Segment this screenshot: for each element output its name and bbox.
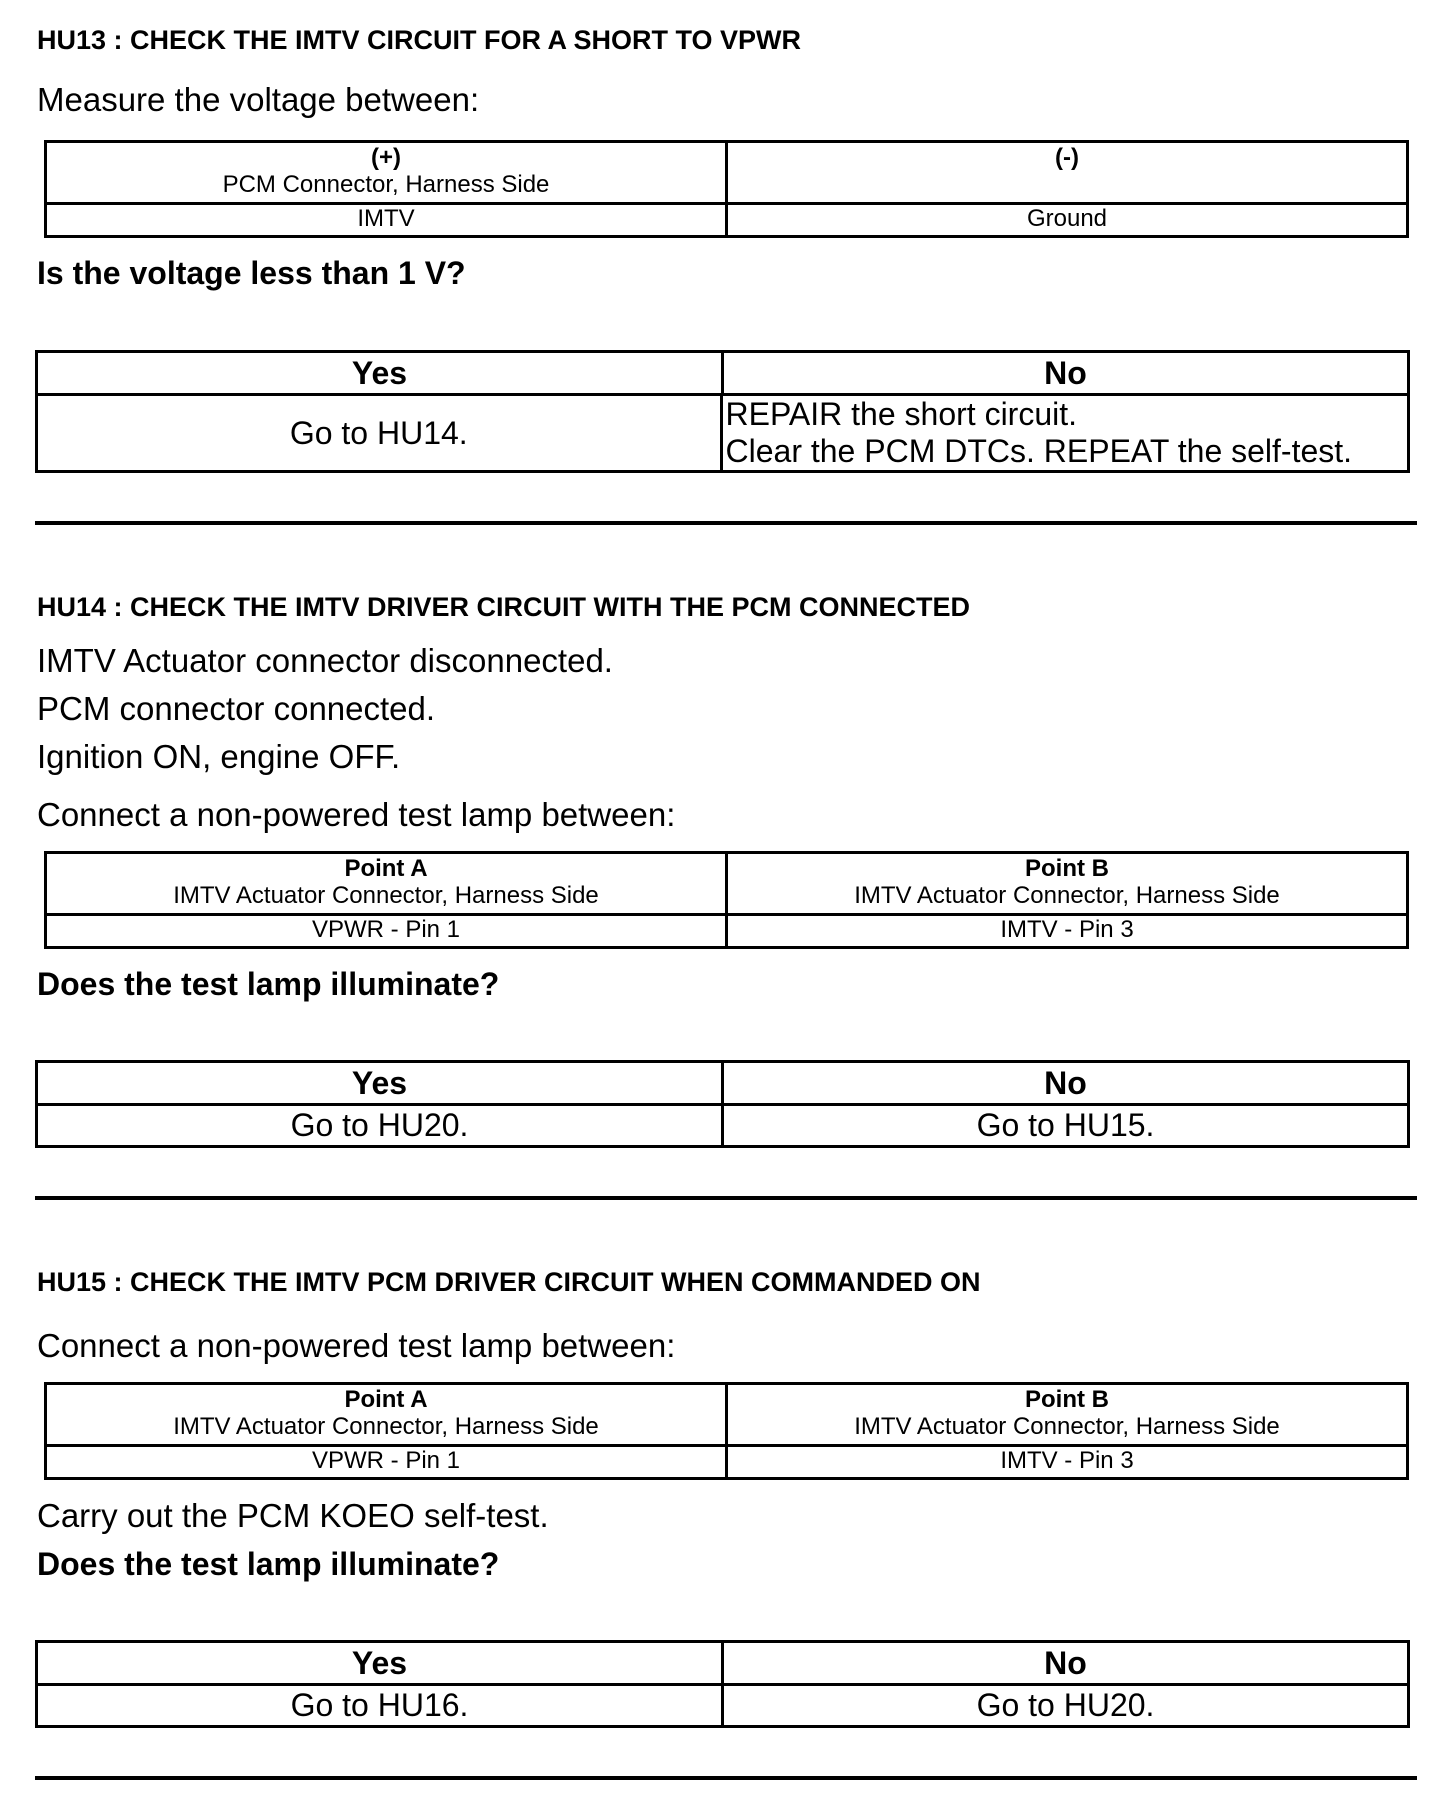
table-row	[47, 1385, 1406, 1444]
hu15-point-a-label: Point A	[344, 1386, 428, 1413]
no-header: No	[721, 1063, 1407, 1103]
table-row	[38, 1063, 1407, 1103]
hu15-instruction: Connect a non-powered test lamp between:	[37, 1327, 676, 1364]
hu15-question: Does the test lamp illuminate?	[37, 1546, 500, 1582]
hu15-point-a-sublabel: IMTV Actuator Connector, Harness Side	[173, 1413, 599, 1440]
hu14-instruction: Connect a non-powered test lamp between:	[37, 796, 676, 833]
table-row	[47, 854, 1406, 913]
hu13-instruction: Measure the voltage between:	[37, 81, 480, 118]
hu14-answer-table	[35, 1060, 1410, 1148]
hu13-plus-sublabel: PCM Connector, Harness Side	[222, 171, 550, 198]
table-row	[38, 393, 1407, 470]
yes-header: Yes	[351, 355, 408, 391]
hu15-measure-table	[44, 1382, 1409, 1480]
table-row	[38, 1683, 1407, 1725]
hu13-no-line-1: REPAIR the short circuit.	[725, 396, 1078, 432]
hu13-minus-label: (-)	[1055, 144, 1079, 171]
hu13-no-action	[720, 396, 1408, 470]
hu14-point-a-header	[47, 854, 725, 913]
hu13-minus-header	[725, 143, 1406, 202]
hu15-step: Carry out the PCM KOEO self-test.	[37, 1497, 549, 1534]
hu15-point-b-sublabel: IMTV Actuator Connector, Harness Side	[854, 1413, 1280, 1440]
hu15-title: HU15 : CHECK THE IMTV PCM DRIVER CIRCUIT WHEN COMMANDED ON	[37, 1267, 981, 1297]
no-header: No	[721, 1643, 1407, 1683]
hu15-point-b-label: Point B	[1025, 1386, 1109, 1413]
hu15-answer-table	[35, 1640, 1410, 1728]
hu15-point-b-value: IMTV - Pin 3	[725, 1447, 1406, 1477]
hu14-point-a-sublabel: IMTV Actuator Connector, Harness Side	[173, 882, 599, 909]
hu14-condition-2: PCM connector connected.	[37, 690, 436, 727]
table-row	[47, 202, 1406, 235]
section-divider	[35, 521, 1417, 525]
hu15-point-b-header	[725, 1385, 1406, 1444]
table-row	[38, 353, 1407, 393]
table-row	[38, 1643, 1407, 1683]
hu15-point-a-value: VPWR - Pin 1	[311, 1447, 461, 1474]
table-row	[47, 1444, 1406, 1477]
hu14-point-b-header	[725, 854, 1406, 913]
hu14-point-b-label: Point B	[1025, 855, 1109, 882]
hu13-plus-value: IMTV	[357, 205, 415, 232]
hu15-yes-action: Go to HU16.	[290, 1687, 469, 1723]
hu14-no-action: Go to HU15.	[721, 1106, 1407, 1145]
hu14-question: Does the test lamp illuminate?	[37, 966, 500, 1002]
hu14-point-b-sublabel: IMTV Actuator Connector, Harness Side	[854, 882, 1280, 909]
hu14-condition-3: Ignition ON, engine OFF.	[37, 738, 401, 775]
hu14-point-a-value: VPWR - Pin 1	[311, 916, 461, 943]
table-row	[47, 143, 1406, 202]
hu13-measure-table	[44, 140, 1409, 238]
yes-header: Yes	[351, 1065, 408, 1101]
hu13-question: Is the voltage less than 1 V?	[37, 255, 466, 291]
hu14-title: HU14 : CHECK THE IMTV DRIVER CIRCUIT WITH THE PCM CONNECTED	[37, 592, 971, 622]
hu13-plus-header	[47, 143, 725, 202]
hu13-answer-table	[35, 350, 1410, 473]
table-row	[38, 1103, 1407, 1145]
hu14-measure-table	[44, 851, 1409, 949]
hu13-yes-action: Go to HU14.	[289, 414, 468, 451]
hu15-point-a-header	[47, 1385, 725, 1444]
section-divider	[35, 1196, 1417, 1200]
hu14-point-b-value: IMTV - Pin 3	[725, 916, 1406, 946]
no-header: No	[721, 353, 1407, 393]
hu13-plus-label: (+)	[371, 144, 401, 171]
hu14-point-a-label: Point A	[344, 855, 428, 882]
hu13-title: HU13 : CHECK THE IMTV CIRCUIT FOR A SHORT TO VPWR	[37, 25, 802, 55]
hu15-no-action: Go to HU20.	[721, 1686, 1407, 1725]
table-row	[47, 913, 1406, 946]
hu14-condition-1: IMTV Actuator connector disconnected.	[37, 642, 613, 679]
hu14-yes-action: Go to HU20.	[290, 1107, 469, 1143]
yes-header: Yes	[351, 1645, 408, 1681]
hu13-minus-value: Ground	[725, 205, 1406, 235]
hu13-no-line-2: Clear the PCM DTCs. REPEAT the self-test.	[725, 433, 1353, 469]
section-divider	[35, 1776, 1417, 1780]
